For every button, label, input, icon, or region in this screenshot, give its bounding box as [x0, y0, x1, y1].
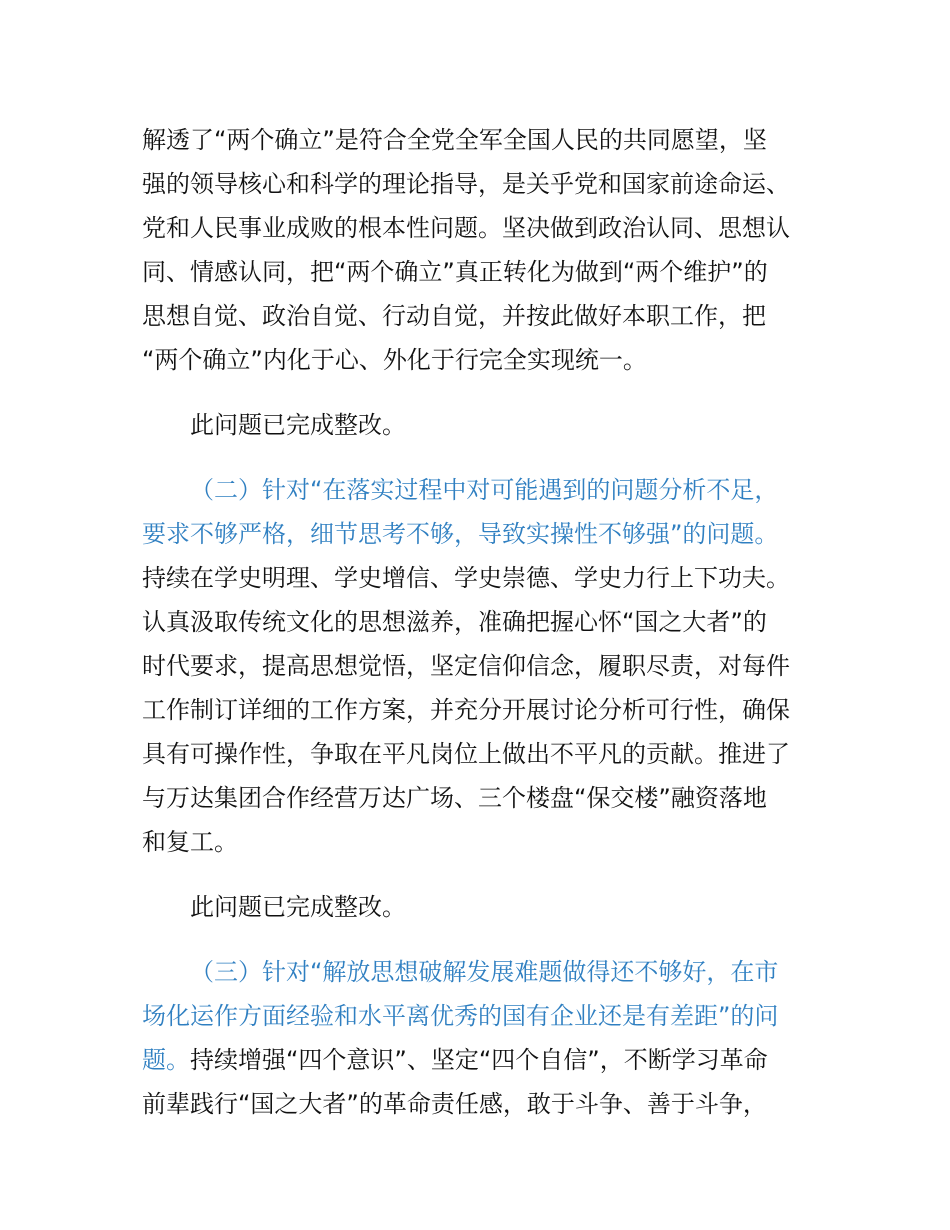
section-3-heading-line-2: 场化运作方面经验和水平离优秀的国有企业还是有差距”的问 [142, 1002, 779, 1030]
section-2-heading-line-2: 要求不够严格，细节思考不够，导致实操性不够强”的问题。 [142, 520, 779, 548]
section-2-body-line-5: 具有可操作性，争取在平凡岗位上做出不平凡的贡献。推进了 [142, 740, 790, 768]
paragraph-1-line-2: 强的领导核心和科学的理论指导，是关乎党和国家前途命运、 [142, 170, 790, 198]
paragraph-1-line-6: “两个确立”内化于心、外化于行完全实现统一。 [142, 346, 647, 374]
section-3-heading-line-1: （三）针对“解放思想破解发展难题做得还不够好，在市 [190, 958, 779, 986]
section-2-body-line-4: 工作制订详细的工作方案，并充分开展讨论分析可行性，确保 [142, 696, 790, 724]
section-3-heading-line-3: 题。 [142, 1046, 190, 1074]
paragraph-1-line-5: 思想自觉、政治自觉、行动自觉，并按此做好本职工作，把 [142, 302, 766, 330]
paragraph-1-line-3: 党和人民事业成败的根本性问题。坚决做到政治认同、思想认 [142, 214, 790, 242]
section-2-body-line-2: 认真汲取传统文化的思想滋养，准确把握心怀“国之大者”的 [142, 608, 767, 636]
section-2-body-line-6: 与万达集团合作经营万达广场、三个楼盘“保交楼”融资落地 [142, 784, 767, 812]
section-2-body-line-7: 和复工。 [142, 828, 238, 856]
section-3-line-3 [142, 1040, 768, 1080]
status-text-2: 此问题已完成整改。 [190, 893, 406, 921]
section-3-body-line-2: 前辈践行“国之大者”的革命责任感，敢于斗争、善于斗争， [142, 1090, 767, 1118]
paragraph-1-line-1: 解透了“两个确立”是符合全党全军全国人民的共同愿望，坚 [142, 126, 767, 154]
status-text-1: 此问题已完成整改。 [190, 411, 406, 439]
paragraph-1-line-4: 同、情感认同，把“两个确立”真正转化为做到“两个维护”的 [142, 258, 768, 286]
section-3-body-line-1: 持续增强“四个意识”、坚定“四个自信”，不断学习革命 [190, 1046, 768, 1074]
section-2-body-line-3: 时代要求，提高思想觉悟，坚定信仰信念，履职尽责，对每件 [142, 652, 790, 680]
section-2-heading-line-1: （二）针对“在落实过程中对可能遇到的问题分析不足， [190, 476, 779, 504]
section-2-body-line-1: 持续在学史明理、学史增信、学史崇德、学史力行上下功夫。 [142, 564, 790, 592]
